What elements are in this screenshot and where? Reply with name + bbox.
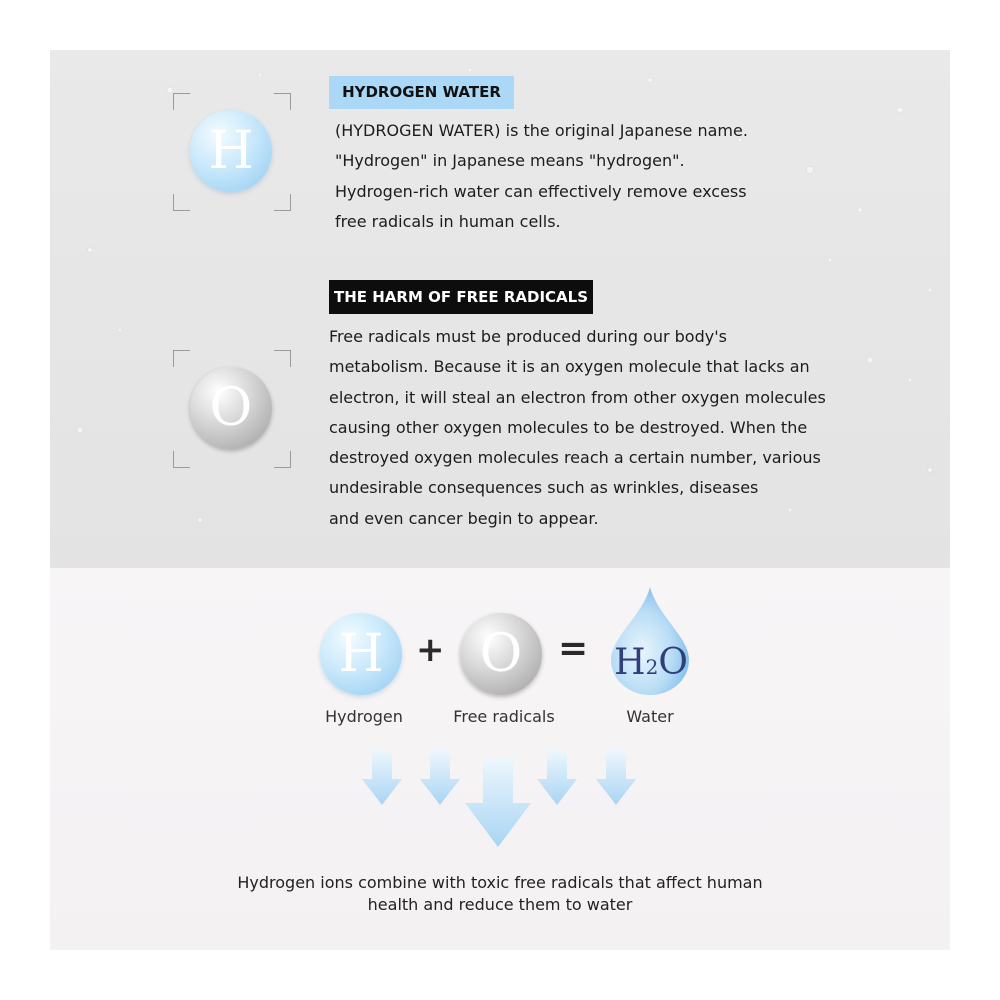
text-line: Free radicals must be produced during our body's — [329, 327, 727, 346]
caption-line: health and reduce them to water — [367, 895, 633, 914]
text-line: destroyed oxygen molecules reach a certain number, various — [329, 448, 821, 468]
down-arrow-icon — [362, 750, 402, 805]
hydrogen-letter: H — [338, 624, 384, 684]
oxygen-letter: O — [209, 378, 253, 438]
text-line: "Hydrogen" in Japanese means "hydrogen". — [335, 151, 685, 171]
arrow-group — [358, 745, 648, 855]
hydrogen-water-heading: HYDROGEN WATER — [329, 76, 514, 109]
equals-sign: = — [558, 628, 589, 669]
down-arrow-icon — [596, 750, 636, 805]
water-formula — [613, 642, 689, 688]
free-radicals-text — [329, 322, 826, 534]
plus-sign: + — [416, 630, 445, 670]
summary-caption — [150, 872, 850, 916]
text-line: causing other oxygen molecules to be destroyed. When the — [329, 417, 808, 437]
formula-h: H — [614, 642, 646, 683]
text-line: undesirable consequences such as wrinkles, diseases — [329, 478, 759, 498]
hydrogen-water-text — [335, 116, 748, 237]
text-line: and even cancer begin to appear. — [329, 508, 599, 528]
free-radicals-heading: THE HARM OF FREE RADICALS — [329, 280, 593, 314]
hydrogen-letter: H — [208, 121, 254, 181]
text-line: electron, it will steal an electron from other oxygen molecules — [329, 387, 826, 407]
hydrogen-sphere-icon — [320, 613, 402, 695]
formula-subscript: 2 — [645, 655, 659, 679]
caption-line: Hydrogen ions combine with toxic free radicals that affect human — [237, 873, 763, 892]
oxygen-letter: O — [479, 624, 523, 684]
free-radicals-label: Free radicals — [453, 707, 555, 726]
down-arrow-icon — [420, 750, 460, 805]
oxygen-sphere-icon — [460, 613, 542, 695]
text-line: Hydrogen-rich water can effectively remove excess — [335, 181, 747, 201]
text-line: (HYDROGEN WATER) is the original Japanese name. — [335, 121, 748, 140]
hydrogen-sphere-icon — [190, 110, 272, 192]
text-line: metabolism. Because it is an oxygen molecule that lacks an — [329, 357, 810, 377]
oxygen-sphere-icon — [190, 367, 272, 449]
down-arrow-icon — [537, 750, 577, 805]
hydrogen-label: Hydrogen — [325, 707, 403, 726]
down-arrow-icon — [465, 757, 531, 847]
formula-o: O — [658, 642, 688, 683]
water-label: Water — [626, 707, 674, 726]
text-line: free radicals in human cells. — [335, 211, 561, 231]
